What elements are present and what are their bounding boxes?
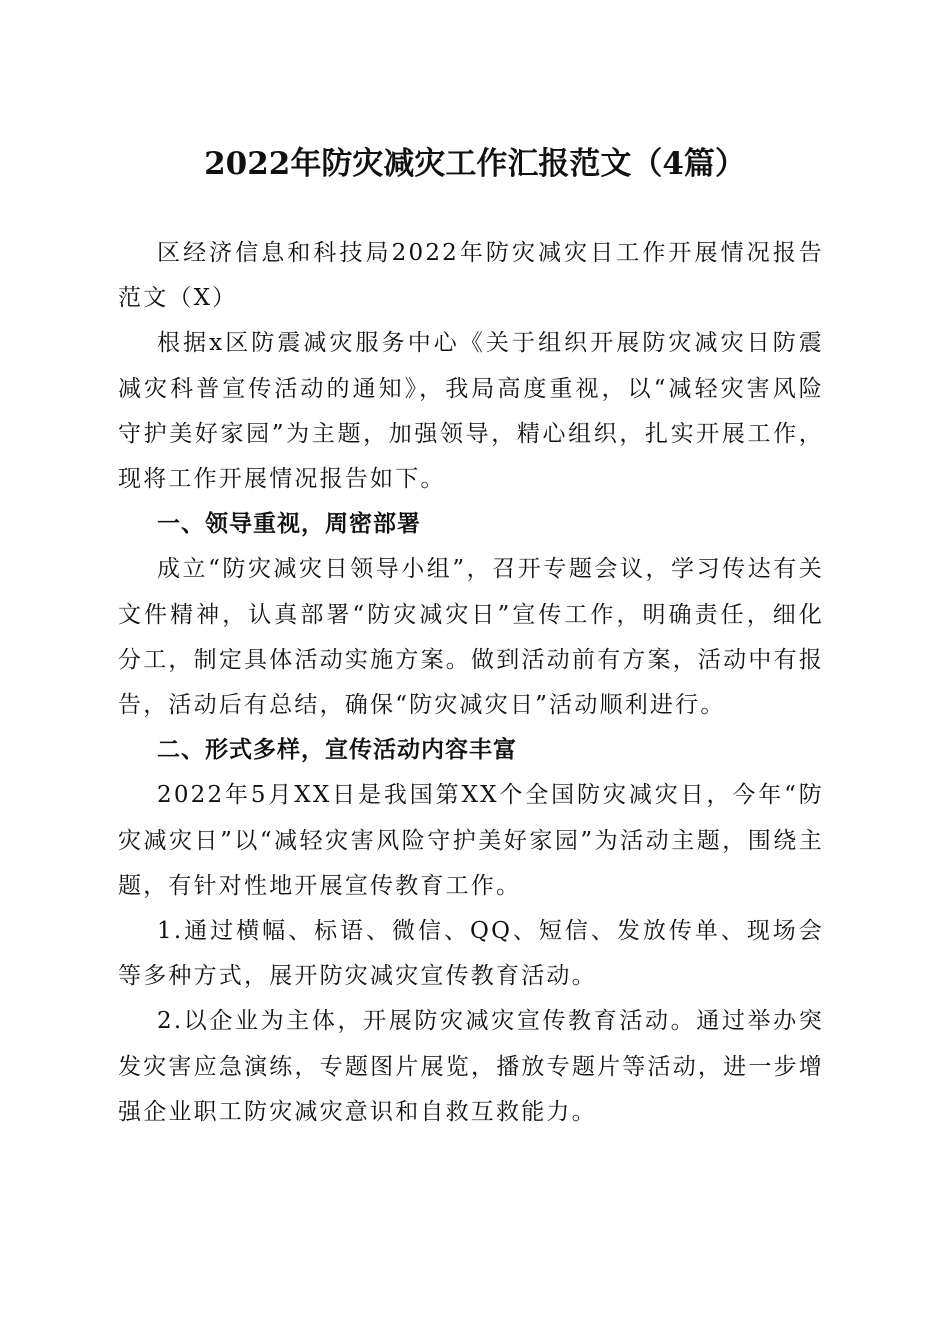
- document-body: [118, 231, 824, 1135]
- section-heading-1: 一、领导重视，周密部署: [157, 511, 421, 538]
- section-2-paragraph: 2022年5月XX日是我国第XX个全国防灾减灾日，今年“防灾减灾日”以“减轻灾害风险守护美好家园”为活动主题，围绕主题，有针对性地开展宣传教育工作。: [118, 782, 824, 899]
- document-title: 2022年防灾减灾工作汇报范文（4篇）: [204, 146, 746, 182]
- list-item-2: 2.以企业为主体，开展防灾减灾宣传教育活动。通过举办突发灾害应急演练，专题图片展览，播放专题片等活动，进一步增强企业职工防灾减灾意识和自救互救能力。: [118, 1008, 824, 1125]
- list-item-1: 1.通过横幅、标语、微信、QQ、短信、发放传单、现场会等多种方式，展开防灾减灾宣传教育活动。: [118, 918, 824, 990]
- report-subtitle-paragraph: 区经济信息和科技局2022年防灾减灾日工作开展情况报告范文（X）: [118, 240, 824, 312]
- intro-paragraph: 根据x区防震减灾服务中心《关于组织开展防灾减灾日防震减灾科普宣传活动的通知》，我局高度重视，以“减轻灾害风险守护美好家园”为主题，加强领导，精心组织，扎实开展工作，现将工作开展情况报告如下。: [118, 330, 824, 493]
- section-heading-2: 二、形式多样，宣传活动内容丰富: [157, 737, 517, 764]
- section-1-paragraph: 成立“防灾减灾日领导小组”，召开专题会议，学习传达有关文件精神，认真部署“防灾减灾日”宣传工作，明确责任，细化分工，制定具体活动实施方案。做到活动前有方案，活动中有报告，活动后有总结，确保“防灾减灾日”活动顺利进行。: [118, 556, 824, 719]
